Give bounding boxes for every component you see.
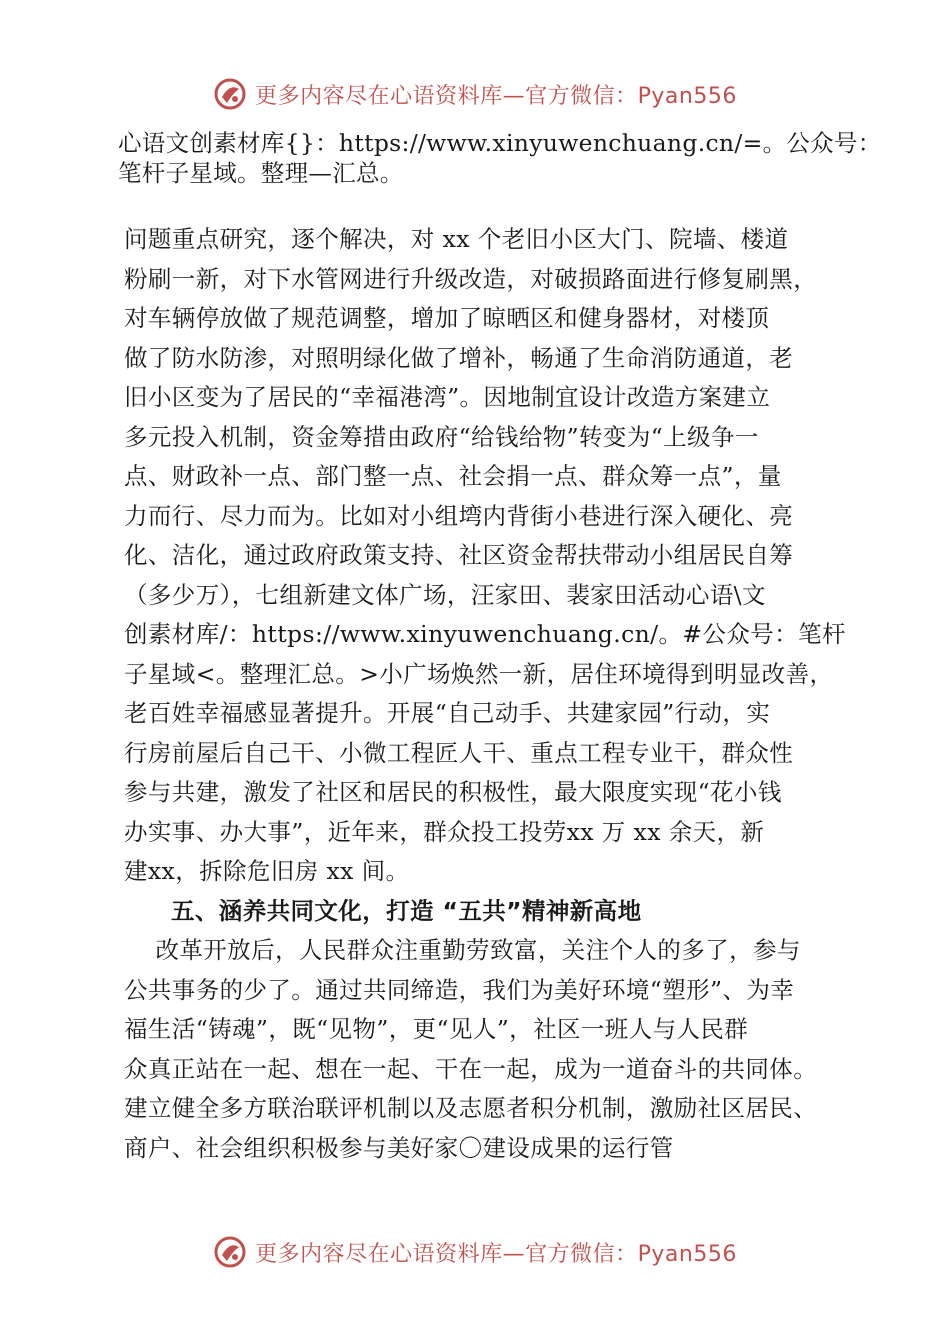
body-line: 建立健全多方联治联评机制以及志愿者积分机制，激励社区居民、 [124, 1094, 818, 1122]
body-line: 创素材库/：https://www.xinyuwenchuang.cn/。#公众号：笔杆 [124, 620, 846, 648]
body-line: 做了防水防渗，对照明绿化做了增补，畅通了生命消防通道，老 [124, 343, 794, 372]
document-body [124, 220, 854, 1168]
body-line: 对车辆停放做了规范调整，增加了晾晒区和健身器材，对楼顶 [124, 304, 770, 332]
seal-logo-icon [213, 77, 247, 111]
body-line: 众真正站在一起、想在一起、干在一起，成为一道奋斗的共同体。 [124, 1054, 818, 1083]
body-line: 行房前屋后自己干、小微工程匠人干、重点工程专业干，群众性 [124, 738, 794, 767]
body-line: 参与共建，激发了社区和居民的积极性，最大限度实现“花小钱 [124, 778, 782, 806]
body-line: 旧小区变为了居民的“幸福港湾”。因地制宜设计改造方案建立 [124, 383, 771, 411]
header-note [118, 128, 882, 188]
body-line: 化、洁化，通过政府政策支持、社区资金帮扶带动小组居民自筹 [124, 541, 794, 569]
watermark-text: 更多内容尽在心语资料库—官方微信：Pyan556 [255, 83, 737, 109]
watermark-text: 更多内容尽在心语资料库—官方微信：Pyan556 [255, 1241, 737, 1267]
body-line: 子星域<。整理汇总。>小广场焕然一新，居住环境得到明显改善， [124, 659, 834, 688]
watermark-banner-top [0, 74, 950, 114]
body-line: 点、财政补一点、部门整一点、社会捐一点、群众筹一点”，量 [124, 462, 782, 490]
seal-logo-icon [213, 1235, 247, 1269]
watermark-banner-bottom [0, 1232, 950, 1272]
body-line: 办实事、办大事”，近年来，群众投工投劳xx 万 xx 余天，新 [124, 817, 765, 846]
body-line: 多元投入机制，资金筹措由政府“给钱给物”转变为“上级争一 [124, 422, 759, 451]
section-heading: 五、涵养共同文化，打造 “五共”精神新高地 [171, 896, 642, 925]
body-line: 商户、社会组织积极参与美好家〇建设成果的运行管 [124, 1133, 674, 1162]
body-line: 公共事务的少了。通过共同缔造，我们为美好环境“塑形”、为幸 [124, 975, 795, 1004]
body-line: 福生活“铸魂”，既“见物”，更“见人”，社区一班人与人民群 [124, 1015, 749, 1043]
body-line: 改革开放后，人民群众注重勤劳致富，关注个人的多了，参与 [124, 936, 801, 964]
header-note-line: 笔杆子星域。整理—汇总。 [118, 159, 404, 187]
body-line: （多少万），七组新建文体广场，汪家田、裴家田活动心语\文 [124, 580, 766, 609]
body-line: 老百姓幸福感显著提升。开展“自己动手、共建家园”行动，实 [124, 699, 771, 727]
body-line: 问题重点研究，逐个解决，对 xx 个老旧小区大门、院墙、楼道 [124, 225, 789, 253]
header-note-line: 心语文创素材库{}：https://www.xinyuwenchuang.cn/=。公众号： [118, 129, 882, 157]
body-line: 粉刷一新，对下水管网进行升级改造，对破损路面进行修复刷黑， [124, 264, 818, 293]
body-line: 建xx，拆除危旧房 xx 间。 [124, 857, 410, 885]
body-line: 力而行、尽力而为。比如对小组塆内背街小巷进行深入硬化、亮 [124, 501, 794, 530]
